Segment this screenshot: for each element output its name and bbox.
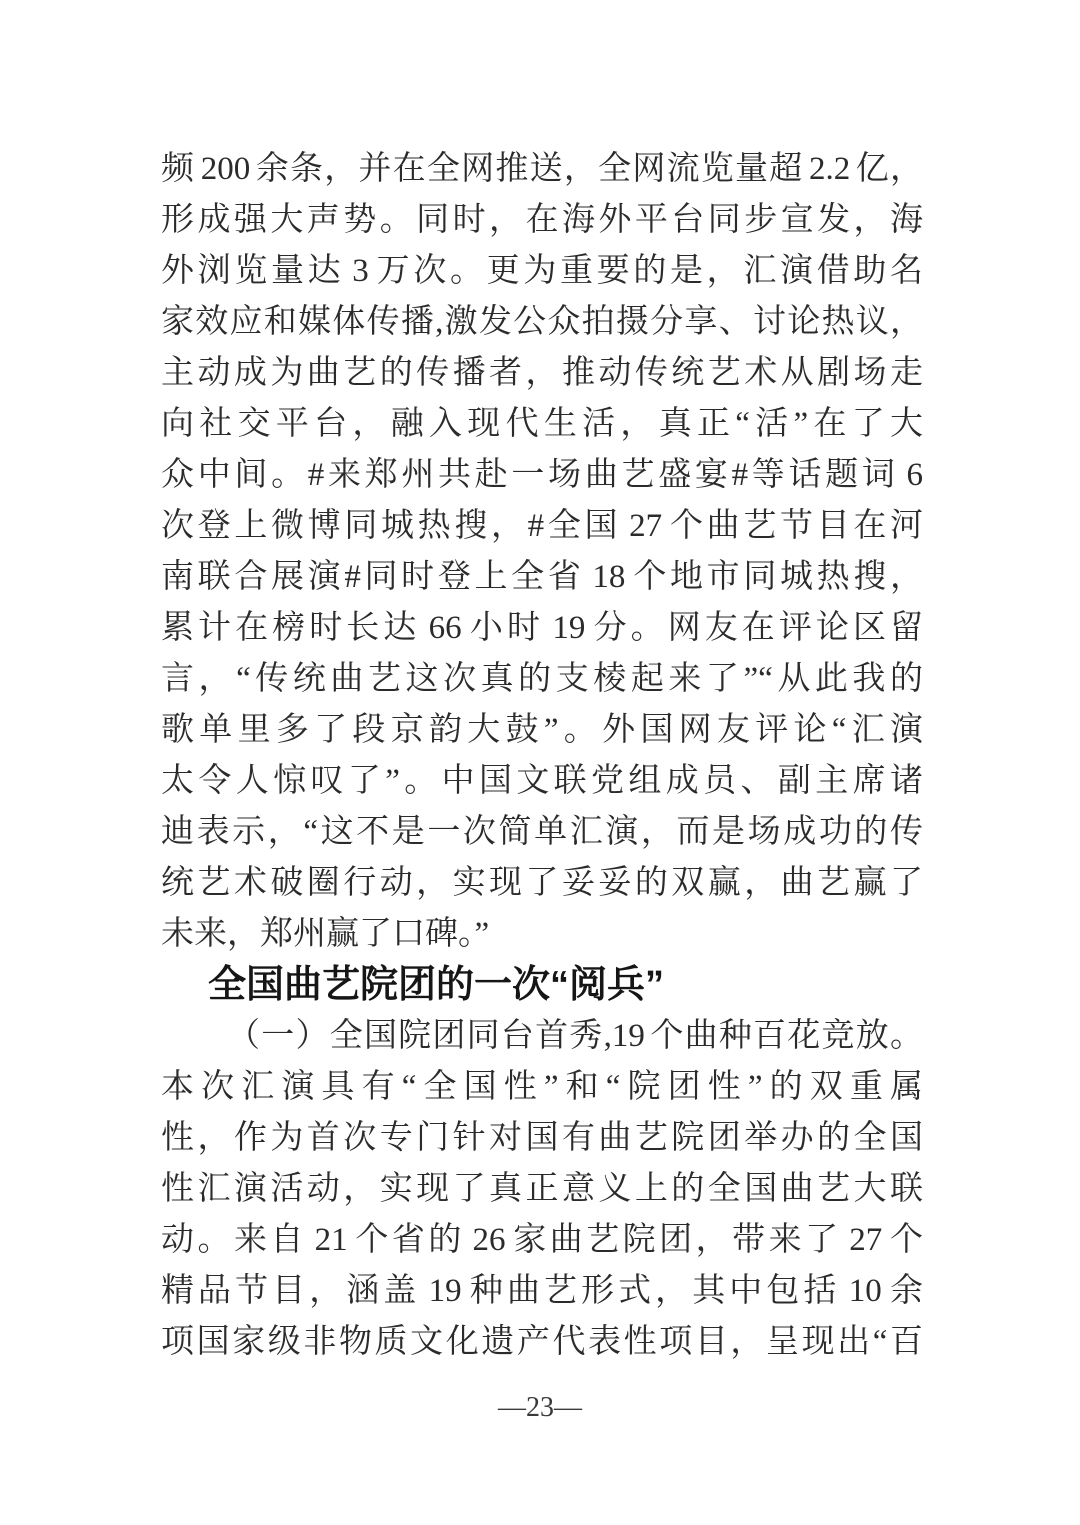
text-line: 言，“传统曲艺这次真的支棱起来了”“从此我的 xyxy=(161,661,923,697)
text-line: 统艺术破圈行动，实现了妥妥的双赢，曲艺赢了 xyxy=(161,865,923,901)
text-line: 次登上微博同城热搜，#全国 27 个曲艺节目在河 xyxy=(161,508,923,544)
text-line: 项国家级非物质文化遗产代表性项目，呈现出“百 xyxy=(161,1324,923,1360)
text-line: 精品节目，涵盖 19 种曲艺形式，其中包括 10 余 xyxy=(161,1273,923,1309)
text-line: 性，作为首次专门针对国有曲艺院团举办的全国 xyxy=(161,1120,923,1156)
text-line: 外浏览量达 3 万次。更为重要的是，汇演借助名 xyxy=(161,253,923,289)
text-line: 频 200 余条，并在全网推送，全网流览量超 2.2 亿， xyxy=(161,151,923,187)
text-line: 动。来自 21 个省的 26 家曲艺院团，带来了 27 个 xyxy=(161,1222,923,1258)
page-number: —23— xyxy=(498,1392,582,1423)
section-heading: 全国曲艺院团的一次“阅兵” xyxy=(208,964,665,1006)
text-line: 太令人惊叹了”。中国文联党组成员、副主席诸 xyxy=(161,763,923,799)
text-line: 本次汇演具有“全国性”和“院团性”的双重属 xyxy=(161,1069,923,1105)
text-line: 家效应和媒体传播,激发公众拍摄分享、讨论热议， xyxy=(161,304,923,340)
text-line: 歌单里多了段京韵大鼓”。外国网友评论“汇演 xyxy=(161,712,923,748)
text-block xyxy=(161,144,923,1368)
text-line: 迪表示，“这不是一次简单汇演，而是场成功的传 xyxy=(161,814,923,850)
text-line: 向社交平台，融入现代生活，真正“活”在了大 xyxy=(161,406,923,442)
text-line: 性汇演活动，实现了真正意义上的全国曲艺大联 xyxy=(161,1171,923,1207)
text-line: （一）全国院团同台首秀,19 个曲种百花竞放。 xyxy=(227,1018,923,1054)
text-line: 主动成为曲艺的传播者，推动传统艺术从剧场走 xyxy=(161,355,923,391)
text-line: 累计在榜时长达 66 小时 19 分。网友在评论区留 xyxy=(161,610,923,646)
text-line: 形成强大声势。同时，在海外平台同步宣发，海 xyxy=(161,202,923,238)
text-line: 众中间。#来郑州共赴一场曲艺盛宴#等话题词 6 xyxy=(161,457,923,493)
text-line: 未来，郑州赢了口碑。” xyxy=(161,916,490,952)
text-line: 南联合展演#同时登上全省 18 个地市同城热搜， xyxy=(161,559,923,595)
